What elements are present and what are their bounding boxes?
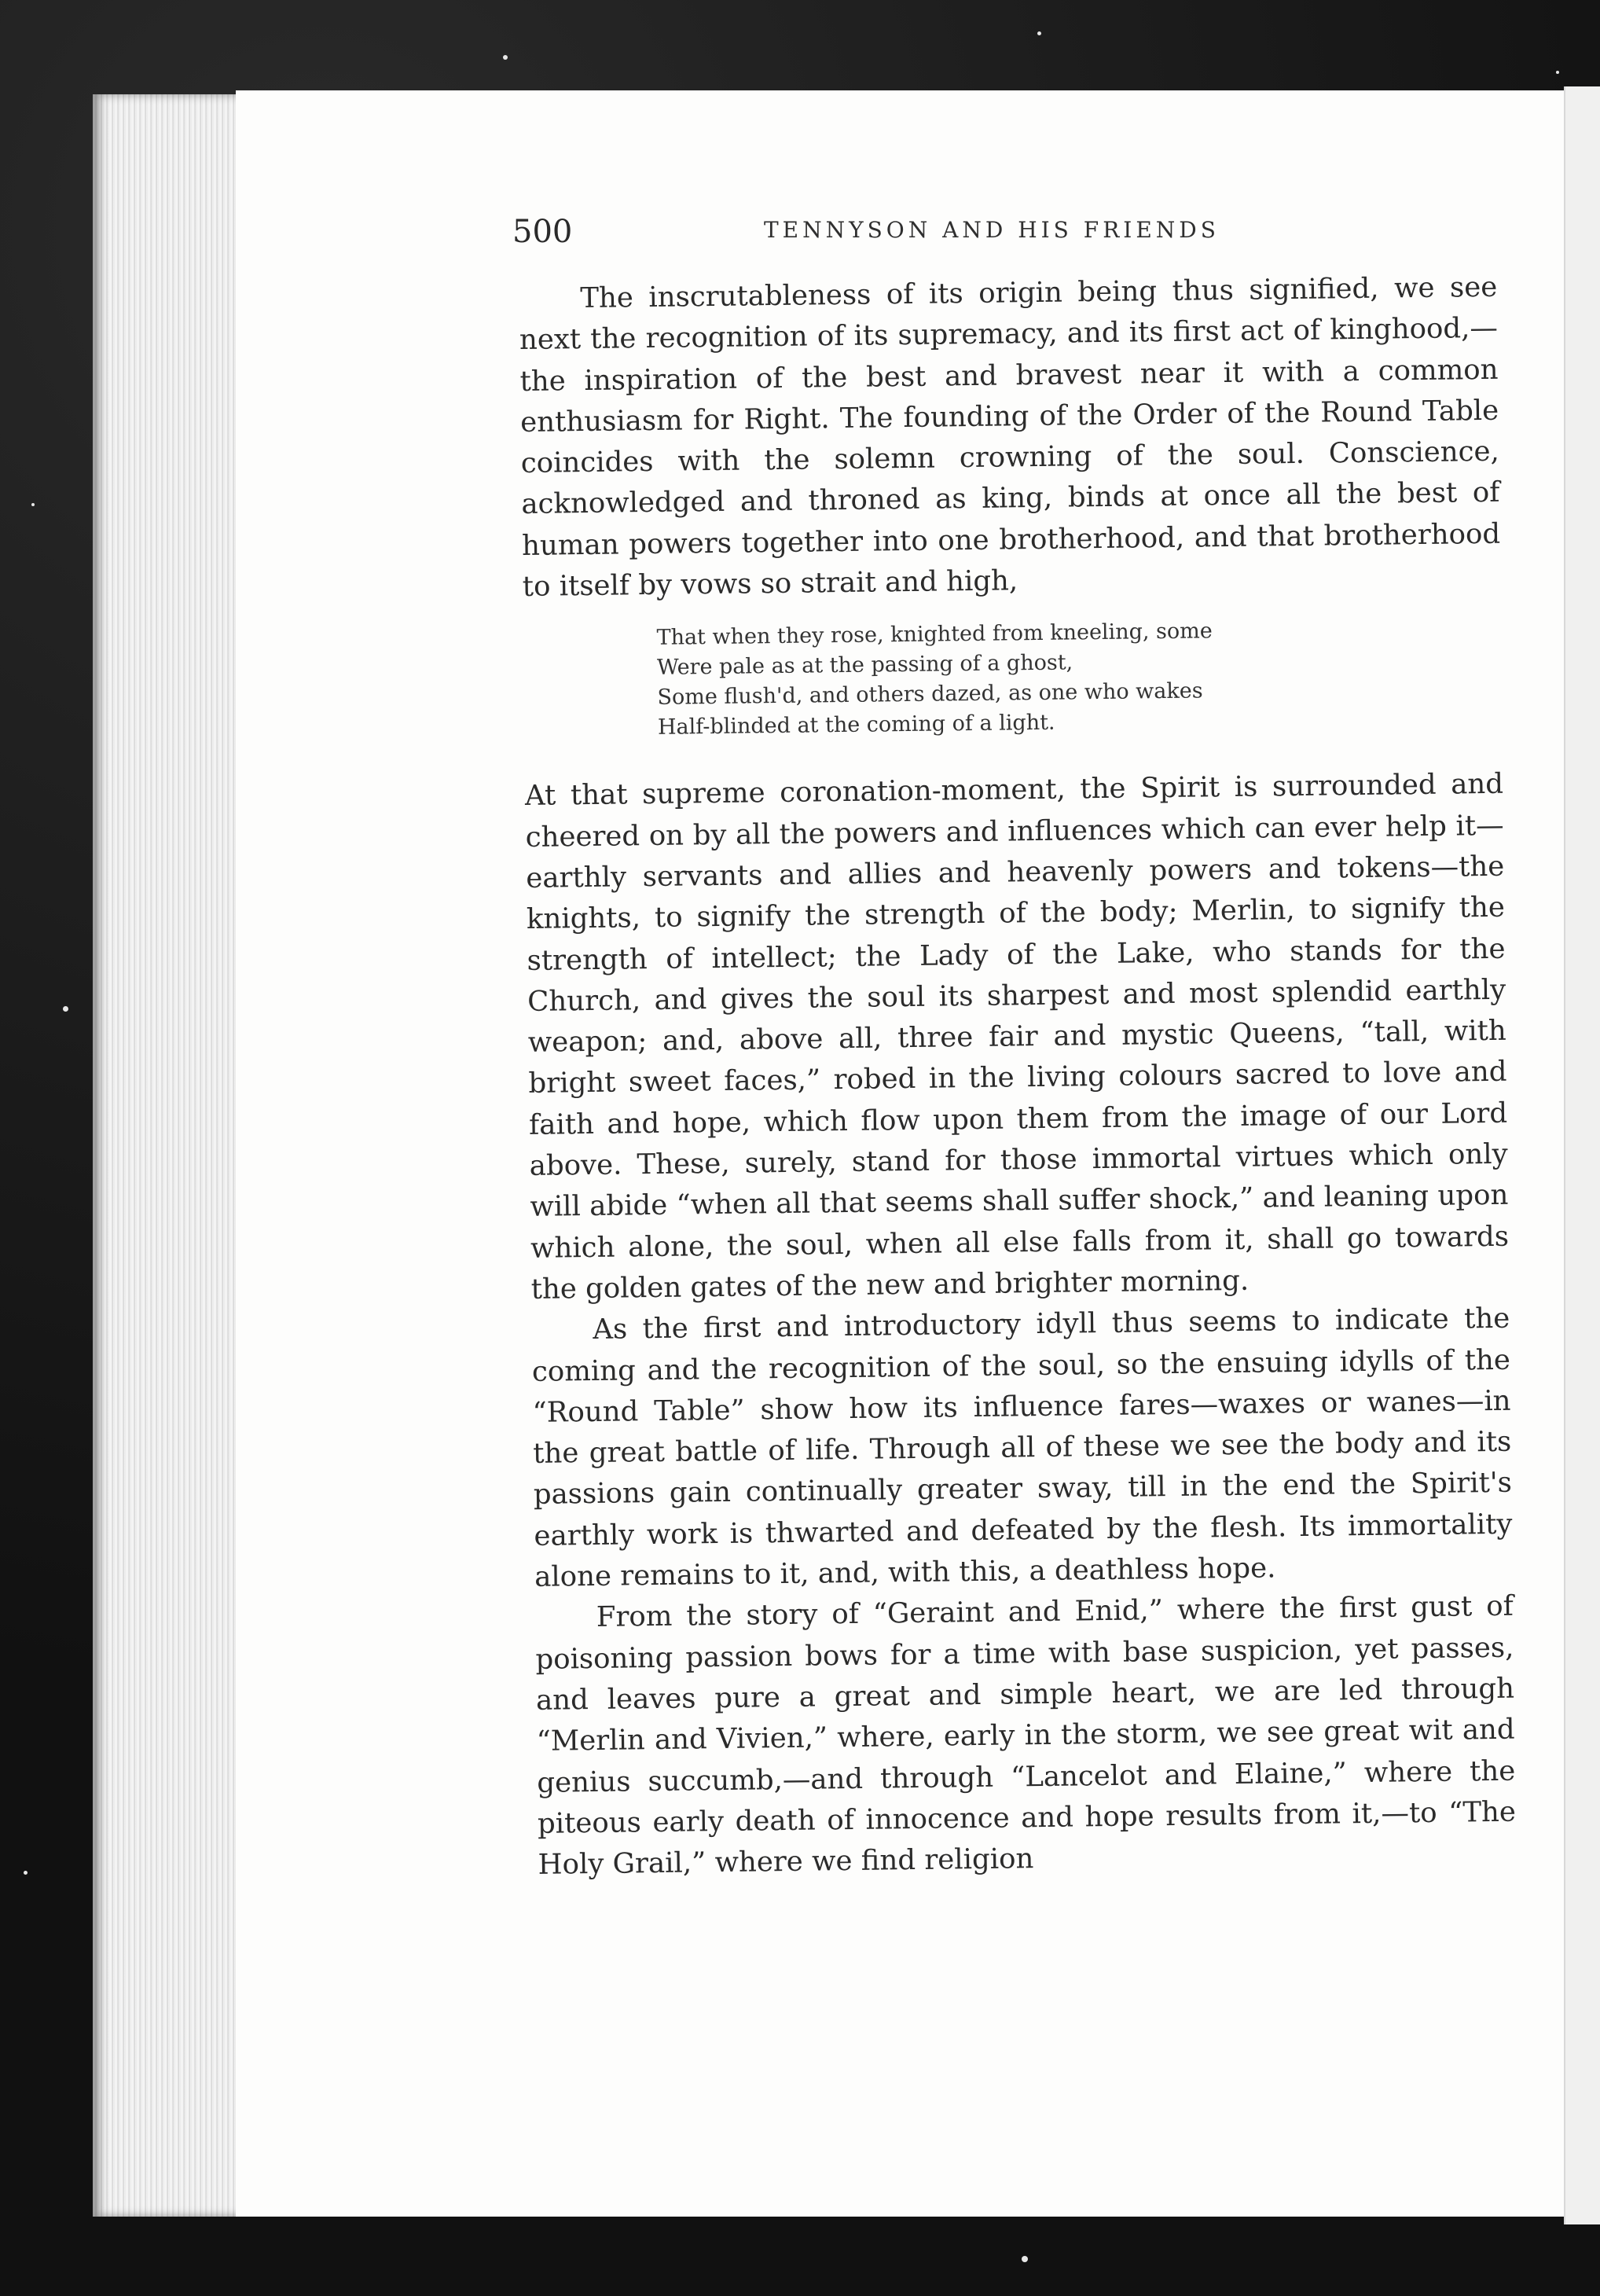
dust-speck	[1556, 71, 1559, 74]
dust-speck	[1037, 31, 1041, 35]
dust-speck	[503, 55, 508, 60]
page-body	[519, 267, 1517, 1886]
page-header	[512, 214, 1251, 261]
page-number: 500	[512, 214, 573, 250]
verse-line: Half-blinded at the coming of a light.	[657, 711, 1055, 740]
paragraph-3: As the first and introductory idyll thus seems to indicate the coming and the recognition of the soul, so the ensuing idylls of the “Round Table” show how its influence fares—waxes or wanes—in the great battle of life. Through all of these we see the body and its passions gain continually greater sway, till in the end the Spirit's earthly work is thwarted and defeated by the flesh. Its immortality alone remains to it, and, with this, a deathless hope.	[531, 1302, 1513, 1593]
page-stack-edges	[93, 94, 250, 2217]
verse-line: Were pale as at the passing of a ghost,	[656, 650, 1073, 681]
paragraph-1: The inscrutableness of its origin being thus signified, we see next the recognition of its supremacy, and its first act of kinghood,—the inspiration of the best and bravest near it with a common enthusiasm for Right. The founding of the Order of the Round Table coincides with the solemn crowning of the soul. Conscience, acknowledged and throned as king, binds at once all the best of human powers together into one brotherhood, and that brotherhood to itself by vows so strait and high,	[519, 270, 1501, 604]
page-right-edge	[1564, 86, 1600, 2224]
paragraph-2: At that supreme coronation-moment, the Spirit is surrounded and cheered on by all the powers and influences which can ever help it—earthly servants and allies and heavenly powers and tokens—the knights, to signify the strength of the body; Merlin, to signify the strength of intellect; the Lady of the Lake, who stands for the Church, and gives the soul its sharpest and most splendid earthly weapon; and, above all, three fair and mystic Queens, “tall, with bright sweet faces,” robed in the living colours sacred to love and faith and hope, which flow upon them from the image of our Lord above. These, surely, stand for those immortal virtues which only will abide “when all that seems shall suffer shock,” and leaning upon which alone, the soul, when all else falls from it, shall go towards the golden gates of the new and brighter morning.	[524, 768, 1510, 1306]
dust-speck	[31, 503, 35, 506]
dust-speck	[63, 1006, 68, 1012]
running-title: TENNYSON AND HIS FRIENDS	[764, 217, 1220, 243]
dust-speck	[1022, 2256, 1028, 2262]
verse-line: Some flush'd, and others dazed, as one who wakes	[657, 678, 1203, 711]
dust-speck	[24, 1871, 28, 1875]
verse-quotation	[656, 613, 1503, 743]
verse-line: That when they rose, knighted from kneeling, some	[656, 619, 1213, 651]
paragraph-4: From the story of “Geraint and Enid,” where the first gust of poisoning passion bows for a time with base suspicion, yet passes, and leaves pure a great and simple heart, we are led through “Merlin and Vivien,” where, early in the storm, we see great wit and genius succumb,—and through “Lancelot and Elaine,” where the piteous early death of innocence and hope results from it,—to “The Holy Grail,” where we find religion	[535, 1589, 1517, 1881]
